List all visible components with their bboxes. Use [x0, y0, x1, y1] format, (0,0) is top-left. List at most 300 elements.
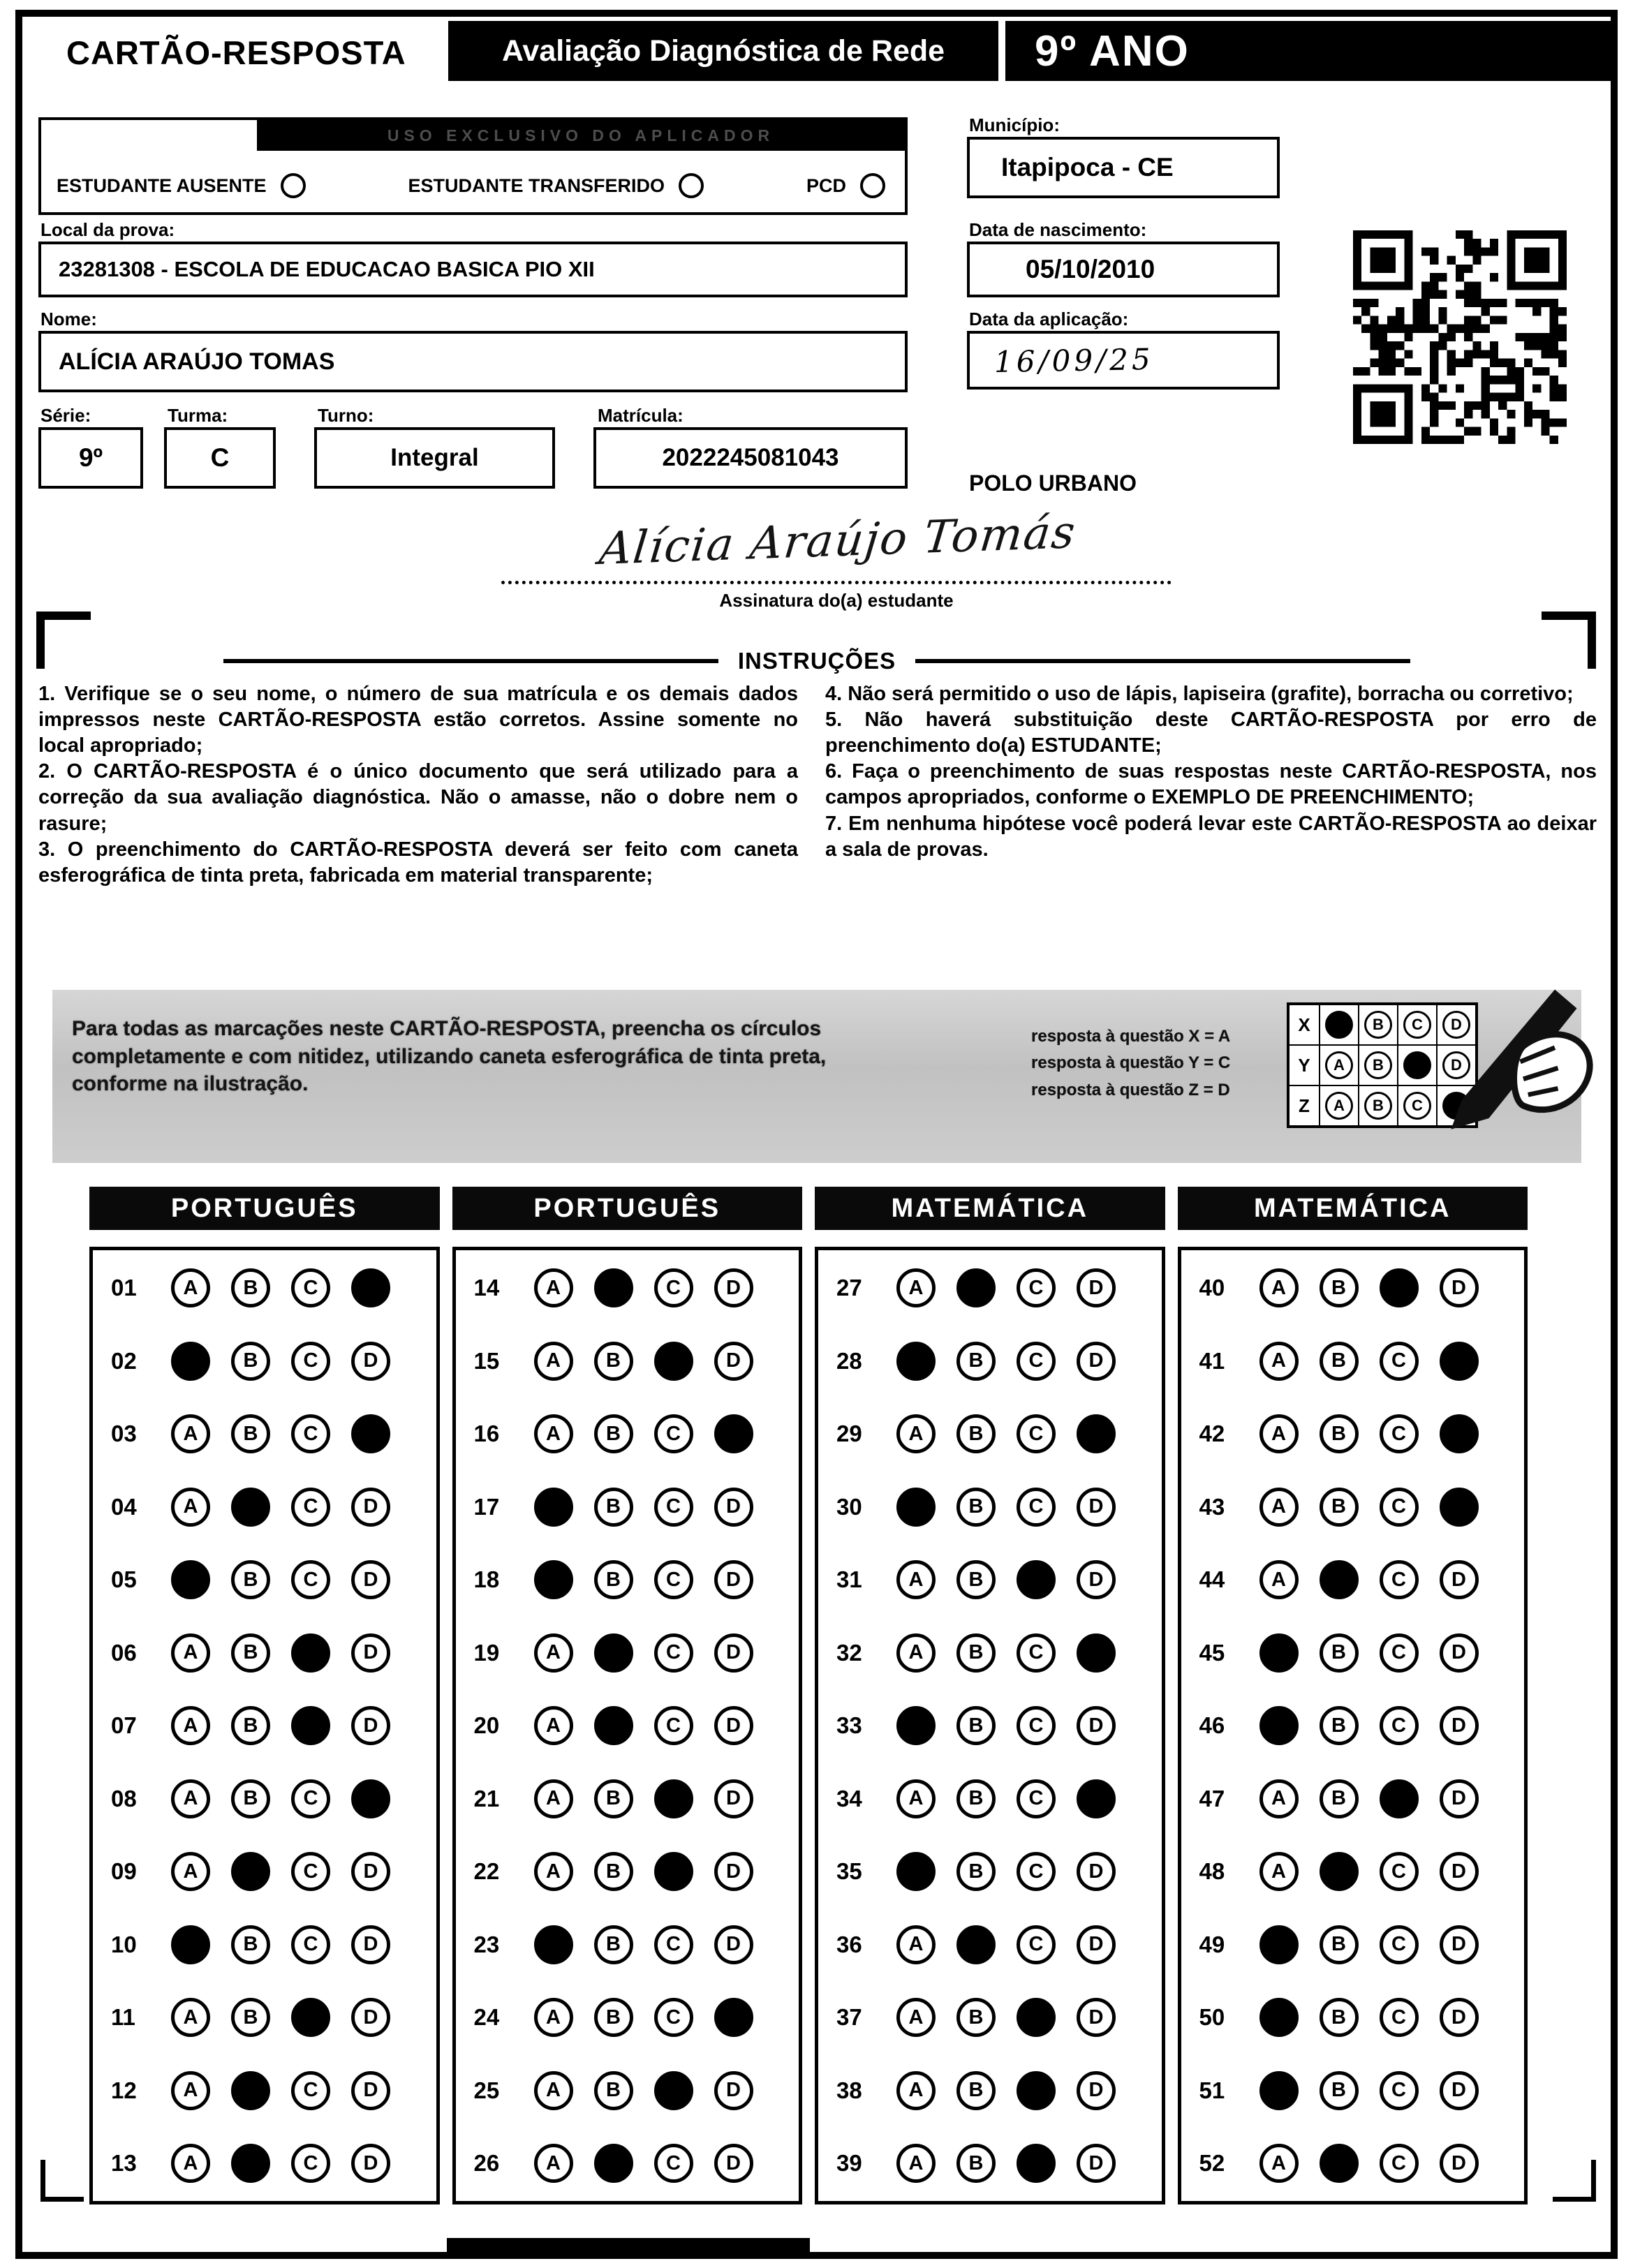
- bubble-a-filled[interactable]: [171, 1342, 210, 1381]
- bubble-a[interactable]: A: [534, 1852, 573, 1891]
- bubble-b-filled[interactable]: [1320, 1852, 1359, 1891]
- question-row: [836, 1633, 1162, 1673]
- bubble-c-filled[interactable]: [1380, 1779, 1419, 1818]
- bubble-b[interactable]: B: [1320, 1779, 1359, 1818]
- bubble-d[interactable]: D: [351, 2071, 390, 2110]
- nome-label: Nome:: [40, 309, 97, 329]
- bubble-b[interactable]: B: [594, 1925, 633, 1964]
- question-number: 43: [1199, 1493, 1225, 1520]
- ausente-checkbox-circle[interactable]: [281, 173, 306, 198]
- bubble-d-filled[interactable]: [1077, 1779, 1116, 1818]
- question-row: [474, 1779, 799, 1818]
- bubble-a-filled[interactable]: [1259, 1998, 1299, 2037]
- answer-column: [1178, 1187, 1528, 2204]
- bubble-a-filled[interactable]: [534, 1560, 573, 1599]
- question-row: [1199, 1560, 1525, 1599]
- question-row: [111, 1414, 436, 1453]
- bubble-d[interactable]: D: [1440, 1925, 1479, 1964]
- instructions-rule-right: [915, 659, 1410, 663]
- answer-column: [89, 1187, 440, 2204]
- corner-bracket-top-left: [36, 612, 91, 669]
- question-number: 35: [836, 1858, 862, 1884]
- bubble-c[interactable]: C: [291, 2071, 330, 2110]
- bubble-a[interactable]: A: [171, 1852, 210, 1891]
- bubble-a-filled[interactable]: [1259, 1706, 1299, 1745]
- question-row: [836, 1342, 1162, 1381]
- bubble-b[interactable]: B: [956, 1414, 996, 1453]
- bubble-d[interactable]: D: [1077, 1268, 1116, 1307]
- bubble-d[interactable]: D: [1440, 1633, 1479, 1673]
- bubble-d[interactable]: D: [1440, 1998, 1479, 2037]
- bubble-a[interactable]: A: [1259, 1560, 1299, 1599]
- question-row: [836, 1414, 1162, 1453]
- example-grid-cell: [1398, 1045, 1437, 1085]
- example-row-label: Z: [1289, 1085, 1320, 1126]
- bubble-d[interactable]: D: [1440, 2071, 1479, 2110]
- bubble-d[interactable]: D: [714, 1633, 753, 1673]
- bubble-b[interactable]: B: [956, 1706, 996, 1745]
- bubble-d[interactable]: D: [1077, 2144, 1116, 2183]
- question-number: 17: [473, 1493, 500, 1520]
- bubble-b-filled[interactable]: [1320, 1560, 1359, 1599]
- bubble-b[interactable]: B: [231, 1560, 270, 1599]
- answer-sheet: [89, 1187, 1528, 2204]
- bubble-b-filled[interactable]: [231, 2071, 270, 2110]
- question-number: 36: [836, 1931, 862, 1957]
- bubble-c[interactable]: C: [654, 1560, 693, 1599]
- bubble-c[interactable]: C: [291, 1488, 330, 1527]
- bubble-b-filled[interactable]: [956, 1925, 996, 1964]
- bubble-d[interactable]: D: [351, 1852, 390, 1891]
- bubble-a-filled[interactable]: [896, 1342, 936, 1381]
- bubble-c[interactable]: C: [1017, 1414, 1056, 1453]
- bubble-b[interactable]: B: [231, 1414, 270, 1453]
- bubble-a[interactable]: A: [534, 1268, 573, 1307]
- bubble-a[interactable]: A: [896, 2071, 936, 2110]
- question-number: 47: [1199, 1785, 1225, 1811]
- bubble-a[interactable]: A: [1259, 1268, 1299, 1307]
- bubble-b[interactable]: B: [594, 1852, 633, 1891]
- question-number: 19: [473, 1639, 500, 1666]
- bubble-d-filled[interactable]: [1440, 1488, 1479, 1527]
- question-number: 11: [111, 2004, 135, 2030]
- example-grid-cell: [1359, 1085, 1398, 1126]
- bubble-a[interactable]: A: [1259, 1488, 1299, 1527]
- bubble-c-filled[interactable]: [1017, 2144, 1056, 2183]
- bubble-d[interactable]: D: [351, 1925, 390, 1964]
- bubble-c-filled[interactable]: [1017, 1998, 1056, 2037]
- matricula-label: Matrícula:: [598, 405, 684, 426]
- bubble-b[interactable]: B: [594, 1342, 633, 1381]
- bubble-a[interactable]: A: [171, 1706, 210, 1745]
- serie-value: 9º: [38, 427, 143, 489]
- matricula-value: 2022245081043: [593, 427, 908, 489]
- bubble-b[interactable]: B: [594, 1998, 633, 2037]
- bubble-d-filled[interactable]: [351, 1414, 390, 1453]
- subject-header: PORTUGUÊS: [89, 1187, 440, 1230]
- bubble-a-filled[interactable]: [534, 1488, 573, 1527]
- bubble-d[interactable]: D: [351, 1706, 390, 1745]
- corner-bracket-top-right: [1542, 612, 1596, 669]
- bubble-c[interactable]: C: [1380, 1852, 1419, 1891]
- bubble-a[interactable]: A: [171, 1488, 210, 1527]
- bubble-d[interactable]: D: [1077, 1998, 1116, 2037]
- example-grid-cell: [1359, 1005, 1398, 1045]
- question-number: 38: [836, 2077, 862, 2103]
- bubble-d-filled[interactable]: [714, 1998, 753, 2037]
- bubble-c[interactable]: C: [654, 1633, 693, 1673]
- bubble-b[interactable]: B: [1320, 1633, 1359, 1673]
- question-number: 07: [111, 1712, 137, 1738]
- question-number: 31: [836, 1566, 862, 1592]
- bubble-c[interactable]: C: [1380, 1998, 1419, 2037]
- bubble-b-filled[interactable]: [594, 2144, 633, 2183]
- bubble-a[interactable]: A: [534, 1633, 573, 1673]
- bubble-b[interactable]: B: [1320, 1998, 1359, 2037]
- question-number: 18: [473, 1566, 500, 1592]
- question-row: [474, 1488, 799, 1527]
- example-answer-key: [1031, 1023, 1230, 1104]
- bubble-b[interactable]: B: [956, 2144, 996, 2183]
- bubble-d[interactable]: D: [1440, 1706, 1479, 1745]
- bubble-a-filled[interactable]: [171, 1925, 210, 1964]
- question-row: [836, 1268, 1162, 1307]
- bubble-b[interactable]: B: [231, 1925, 270, 1964]
- question-number: 26: [473, 2150, 500, 2176]
- bubble-d[interactable]: D: [714, 1925, 753, 1964]
- bubble-c[interactable]: C: [654, 1414, 693, 1453]
- bubble-b[interactable]: B: [1320, 1414, 1359, 1453]
- question-number: 23: [473, 1931, 500, 1957]
- bubble-d[interactable]: D: [1440, 2144, 1479, 2183]
- bubble-a[interactable]: A: [534, 2071, 573, 2110]
- bubble-c-filled[interactable]: [1017, 2071, 1056, 2110]
- bubble-c[interactable]: C: [1380, 1560, 1419, 1599]
- question-number: 15: [473, 1347, 500, 1374]
- transferido-checkbox-circle[interactable]: [679, 173, 704, 198]
- corner-bracket-bottom-right: [1553, 2160, 1596, 2202]
- checkbox-label: ESTUDANTE AUSENTE: [57, 175, 267, 196]
- bubble-b[interactable]: B: [231, 1998, 270, 2037]
- bubble-d[interactable]: D: [1440, 1268, 1479, 1307]
- example-bubble-d: D: [1442, 1011, 1470, 1039]
- bubble-c[interactable]: C: [1017, 1925, 1056, 1964]
- bubble-c[interactable]: C: [654, 1268, 693, 1307]
- bubble-d[interactable]: D: [1440, 1779, 1479, 1818]
- bubble-a[interactable]: A: [534, 1779, 573, 1818]
- bubble-c-filled[interactable]: [291, 1998, 330, 2037]
- bubble-d[interactable]: D: [714, 1342, 753, 1381]
- bubble-c[interactable]: C: [654, 1998, 693, 2037]
- bubble-b[interactable]: B: [956, 1633, 996, 1673]
- bubble-d-filled[interactable]: [351, 1268, 390, 1307]
- bubble-b[interactable]: B: [1320, 1342, 1359, 1381]
- bubble-c[interactable]: C: [1017, 1488, 1056, 1527]
- bubble-d[interactable]: D: [1077, 2071, 1116, 2110]
- question-row: [474, 1342, 799, 1381]
- bubble-c[interactable]: C: [291, 1414, 330, 1453]
- question-number: 41: [1199, 1347, 1225, 1374]
- bubble-c[interactable]: C: [1017, 1633, 1056, 1673]
- bubble-d-filled[interactable]: [1077, 1633, 1116, 1673]
- bubble-c[interactable]: C: [1380, 2144, 1419, 2183]
- bubble-d-filled[interactable]: [1077, 1414, 1116, 1453]
- bubble-c-filled[interactable]: [291, 1706, 330, 1745]
- bubble-b-filled[interactable]: [594, 1633, 633, 1673]
- bubble-b[interactable]: B: [1320, 1268, 1359, 1307]
- bubble-d[interactable]: D: [351, 1633, 390, 1673]
- bubble-a-filled[interactable]: [1259, 1925, 1299, 1964]
- bubble-c[interactable]: C: [654, 1925, 693, 1964]
- bubble-b-filled[interactable]: [231, 2144, 270, 2183]
- bubble-a[interactable]: A: [1259, 1852, 1299, 1891]
- bubble-b[interactable]: B: [231, 1779, 270, 1818]
- bubble-d-filled[interactable]: [1440, 1414, 1479, 1453]
- bubble-a-filled[interactable]: [1259, 2071, 1299, 2110]
- bubble-d[interactable]: D: [714, 1488, 753, 1527]
- fill-example-band: [52, 990, 1581, 1163]
- bubble-c-filled[interactable]: [1017, 1560, 1056, 1599]
- bubble-c[interactable]: C: [1380, 1488, 1419, 1527]
- bubble-a[interactable]: A: [534, 1414, 573, 1453]
- bubble-a[interactable]: A: [171, 1414, 210, 1453]
- question-number: 29: [836, 1421, 862, 1446]
- question-number: 27: [836, 1275, 862, 1300]
- bubble-b-filled[interactable]: [956, 1268, 996, 1307]
- bubble-d[interactable]: D: [714, 1779, 753, 1818]
- aplicacao-value: [967, 331, 1280, 390]
- bubble-a[interactable]: A: [534, 1706, 573, 1745]
- question-number: 05: [111, 1566, 137, 1592]
- bubble-a-filled[interactable]: [1259, 1633, 1299, 1673]
- pcd-checkbox-circle[interactable]: [860, 173, 885, 198]
- bubble-d-filled[interactable]: [351, 1779, 390, 1818]
- bubble-c[interactable]: C: [1017, 1852, 1056, 1891]
- bubble-b[interactable]: B: [956, 1560, 996, 1599]
- question-number: 42: [1199, 1421, 1225, 1446]
- bubble-d[interactable]: D: [714, 1268, 753, 1307]
- bubble-b[interactable]: B: [594, 1779, 633, 1818]
- bubble-c[interactable]: C: [1017, 1706, 1056, 1745]
- bubble-b[interactable]: B: [956, 1998, 996, 2037]
- bubble-b[interactable]: B: [231, 1268, 270, 1307]
- bubble-a[interactable]: A: [896, 2144, 936, 2183]
- bubble-d[interactable]: D: [1077, 1488, 1116, 1527]
- bubble-a[interactable]: A: [1259, 1414, 1299, 1453]
- bubble-a-filled[interactable]: [896, 1488, 936, 1527]
- question-number: 37: [836, 2004, 862, 2030]
- local-label: Local da prova:: [40, 219, 175, 240]
- status-checkbox-row: [57, 173, 885, 198]
- bubble-a-filled[interactable]: [171, 1560, 210, 1599]
- bubble-d[interactable]: D: [1077, 1342, 1116, 1381]
- example-bubble-a: A: [1325, 1051, 1353, 1079]
- bubble-c-filled[interactable]: [654, 1852, 693, 1891]
- bubble-c[interactable]: C: [291, 1560, 330, 1599]
- bubble-c[interactable]: C: [291, 1779, 330, 1818]
- bubble-a[interactable]: A: [896, 1925, 936, 1964]
- bubble-b-filled[interactable]: [231, 1852, 270, 1891]
- bubble-a[interactable]: A: [171, 1779, 210, 1818]
- question-number: 45: [1199, 1639, 1225, 1666]
- bubble-a[interactable]: A: [534, 1342, 573, 1381]
- bubble-a[interactable]: A: [1259, 2144, 1299, 2183]
- bubble-d[interactable]: D: [351, 1342, 390, 1381]
- bubble-b[interactable]: B: [231, 1342, 270, 1381]
- bubble-d[interactable]: D: [351, 1998, 390, 2037]
- bubble-b[interactable]: B: [231, 1633, 270, 1673]
- question-row: [111, 1925, 436, 1964]
- question-row: [474, 1268, 799, 1307]
- bubble-b[interactable]: B: [1320, 1925, 1359, 1964]
- question-number: 50: [1199, 2004, 1225, 2030]
- question-row: [474, 1706, 799, 1745]
- answer-column-box: [89, 1247, 440, 2204]
- bubble-b[interactable]: B: [594, 2071, 633, 2110]
- bubble-d-filled[interactable]: [1440, 1342, 1479, 1381]
- instructions-right-column: [825, 681, 1597, 863]
- bubble-b[interactable]: B: [956, 1342, 996, 1381]
- bubble-b[interactable]: B: [1320, 1706, 1359, 1745]
- bubble-a[interactable]: A: [171, 2071, 210, 2110]
- bubble-b[interactable]: B: [956, 1779, 996, 1818]
- bubble-c-filled[interactable]: [654, 2071, 693, 2110]
- bubble-c[interactable]: C: [291, 1925, 330, 1964]
- bubble-b[interactable]: B: [956, 2071, 996, 2110]
- instruction-item: 5. Não haverá substituição deste CARTÃO-RESPOSTA por erro de preenchimento do(a) ESTUDANTE;: [825, 709, 1597, 757]
- question-row: [836, 1852, 1162, 1891]
- bubble-b-filled[interactable]: [231, 1488, 270, 1527]
- bubble-c[interactable]: C: [654, 2144, 693, 2183]
- bubble-b-filled[interactable]: [594, 1706, 633, 1745]
- bubble-c[interactable]: C: [654, 1706, 693, 1745]
- polo-label: POLO URBANO: [969, 470, 1137, 496]
- bubble-b-filled[interactable]: [1320, 2144, 1359, 2183]
- bubble-d[interactable]: D: [714, 2071, 753, 2110]
- question-number: 04: [111, 1493, 137, 1520]
- question-number: 33: [836, 1712, 862, 1738]
- applicator-bar-label: USO EXCLUSIVO DO APLICADOR: [257, 120, 905, 151]
- serie-label: Série:: [40, 405, 91, 426]
- question-row: [836, 2144, 1162, 2183]
- bubble-a[interactable]: A: [171, 1268, 210, 1307]
- bubble-c[interactable]: C: [291, 1342, 330, 1381]
- bubble-a[interactable]: A: [896, 1998, 936, 2037]
- example-bubble-c-filled: [1403, 1051, 1431, 1079]
- bubble-c[interactable]: C: [291, 1268, 330, 1307]
- bubble-b[interactable]: B: [594, 1488, 633, 1527]
- bubble-c[interactable]: C: [1017, 1268, 1056, 1307]
- bubble-d[interactable]: D: [1077, 1925, 1116, 1964]
- bubble-a[interactable]: A: [896, 1633, 936, 1673]
- bubble-d[interactable]: D: [714, 1706, 753, 1745]
- checkbox-label: PCD: [806, 175, 846, 196]
- bubble-d[interactable]: D: [1440, 1560, 1479, 1599]
- bubble-a[interactable]: A: [896, 1560, 936, 1599]
- bubble-c-filled[interactable]: [291, 1633, 330, 1673]
- bubble-d[interactable]: D: [714, 1560, 753, 1599]
- bubble-a[interactable]: A: [1259, 1779, 1299, 1818]
- bubble-c[interactable]: C: [1380, 1414, 1419, 1453]
- bubble-b-filled[interactable]: [594, 1268, 633, 1307]
- bubble-b[interactable]: B: [956, 1488, 996, 1527]
- bubble-c[interactable]: C: [291, 1852, 330, 1891]
- bubble-c[interactable]: C: [1380, 1633, 1419, 1673]
- question-row: [836, 1488, 1162, 1527]
- bubble-d[interactable]: D: [714, 2144, 753, 2183]
- bubble-c[interactable]: C: [1380, 1925, 1419, 1964]
- bubble-c-filled[interactable]: [654, 1779, 693, 1818]
- bubble-c[interactable]: C: [1017, 1779, 1056, 1818]
- bubble-a-filled[interactable]: [534, 1925, 573, 1964]
- answer-column-box: [815, 1247, 1165, 2204]
- bubble-d[interactable]: D: [1077, 1560, 1116, 1599]
- question-row: [836, 1560, 1162, 1599]
- bubble-a[interactable]: A: [534, 1998, 573, 2037]
- example-bubble-a: A: [1325, 1092, 1353, 1120]
- bubble-a[interactable]: A: [896, 1414, 936, 1453]
- answer-column-box: [452, 1247, 803, 2204]
- bubble-a-filled[interactable]: [896, 1706, 936, 1745]
- question-number: 52: [1199, 2150, 1225, 2176]
- bubble-a[interactable]: A: [171, 2144, 210, 2183]
- bubble-c[interactable]: C: [291, 2144, 330, 2183]
- bubble-c[interactable]: C: [1017, 1342, 1056, 1381]
- bubble-b[interactable]: B: [231, 1706, 270, 1745]
- bubble-c[interactable]: C: [1380, 2071, 1419, 2110]
- bubble-b[interactable]: B: [594, 1560, 633, 1599]
- bubble-c[interactable]: C: [1380, 1706, 1419, 1745]
- bubble-b[interactable]: B: [1320, 2071, 1359, 2110]
- bubble-a[interactable]: A: [171, 1633, 210, 1673]
- signature-caption: Assinatura do(a) estudante: [719, 590, 954, 611]
- bubble-d[interactable]: D: [1077, 1706, 1116, 1745]
- bubble-a[interactable]: A: [896, 1779, 936, 1818]
- bubble-a-filled[interactable]: [896, 1852, 936, 1891]
- checkbox-label: ESTUDANTE TRANSFERIDO: [408, 175, 665, 196]
- bubble-d[interactable]: D: [351, 1560, 390, 1599]
- bubble-d[interactable]: D: [1440, 1852, 1479, 1891]
- question-number: 51: [1199, 2077, 1225, 2103]
- bubble-b[interactable]: B: [956, 1852, 996, 1891]
- bubble-a[interactable]: A: [534, 2144, 573, 2183]
- bubble-d[interactable]: D: [351, 1488, 390, 1527]
- bubble-c-filled[interactable]: [1380, 1268, 1419, 1307]
- fill-instructions-note: Para todas as marcações neste CARTÃO-RESPOSTA, preencha os círculos completamente e com nitidez, utilizando caneta esferográfica de tinta preta, conforme na ilustração.: [72, 1017, 827, 1096]
- bubble-d-filled[interactable]: [714, 1414, 753, 1453]
- question-number: 22: [473, 1858, 500, 1884]
- question-number: 24: [473, 2004, 500, 2030]
- nascimento-label: Data de nascimento:: [969, 219, 1147, 240]
- aplicacao-label: Data da aplicação:: [969, 309, 1129, 329]
- bubble-a[interactable]: A: [171, 1998, 210, 2037]
- bubble-d[interactable]: D: [714, 1852, 753, 1891]
- bubble-c-filled[interactable]: [654, 1342, 693, 1381]
- bubble-d[interactable]: D: [351, 2144, 390, 2183]
- bubble-c[interactable]: C: [654, 1488, 693, 1527]
- bubble-b[interactable]: B: [594, 1414, 633, 1453]
- bubble-d[interactable]: D: [1077, 1852, 1116, 1891]
- bubble-c[interactable]: C: [1380, 1342, 1419, 1381]
- bubble-a[interactable]: A: [896, 1268, 936, 1307]
- bubble-b[interactable]: B: [1320, 1488, 1359, 1527]
- question-row: [474, 1414, 799, 1453]
- bubble-a[interactable]: A: [1259, 1342, 1299, 1381]
- question-number: 32: [836, 1639, 862, 1666]
- example-key-line: resposta à questão Y = C: [1031, 1053, 1231, 1073]
- example-key-line: resposta à questão Z = D: [1031, 1080, 1230, 1099]
- assessment-title: Avaliação Diagnóstica de Rede: [448, 21, 998, 81]
